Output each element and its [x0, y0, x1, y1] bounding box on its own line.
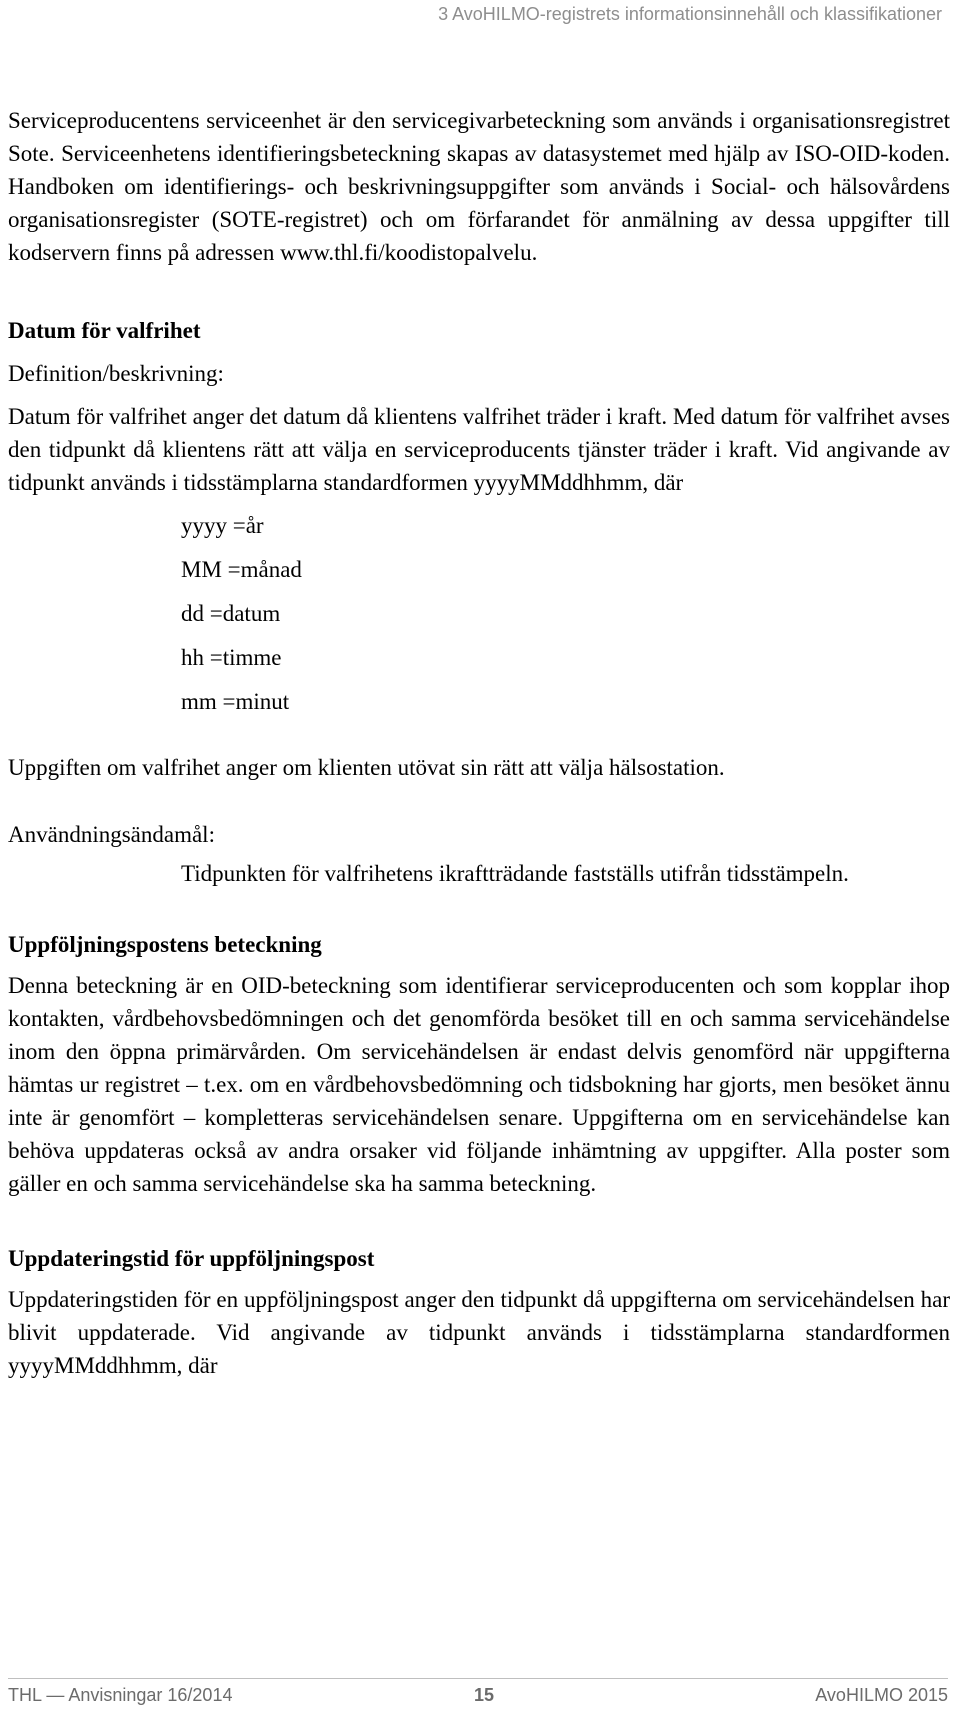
format-item-month: MM =månad — [181, 557, 302, 582]
footer-divider — [8, 1678, 948, 1679]
uppfoljning-text: Denna beteckning är en OID-beteckning som identifierar serviceproducenten och som kopplar ihop kontakten, vårdbehovsbedömningen och det genomförda besöket till en och samma servicehändelse inom den öppna primärvården. Om servicehändelsen är endast delvis genomförd när uppgifterna hämtas ur registret – t.ex. om en vårdbehovsbedömning och tidsbokning har gjorts, men besöket ännu inte är genomfört – kompletteras servicehändelsen senare. Uppgifterna om en servicehändelse kan behöva uppdateras också av andra orsaker vid följande inhämtning av uppgifter. Alla poster som gäller en och samma servicehändelse ska ha samma beteckning. — [8, 973, 950, 1196]
footer-document-title: AvoHILMO 2015 — [815, 1685, 948, 1705]
page-number: 15 — [474, 1685, 495, 1705]
definition-label: Definition/beskrivning: — [8, 361, 224, 386]
section-heading-valfrihet: Datum för valfrihet — [8, 318, 201, 343]
format-item-year: yyyy =år — [181, 513, 264, 538]
uppdatering-text: Uppdateringstiden för en uppföljningspost anger den tidpunkt då uppgifterna om servicehändelsen har blivit uppdaterade. Vid angivande av tidpunkt används i tidsstämplarna standardformen yyyyMMddhhmm, där — [8, 1287, 950, 1378]
intro-paragraph: Serviceproducentens serviceenhet är den servicegivarbeteckning som används i organisationsregistret Sote. Serviceenhetens identifieringsbeteckning skapas av datasystemet med hjälp av ISO-OID-koden. Handboken om identifierings- och beskrivningsuppgifter som används i Social- och hälsovårdens organisationsregister (SOTE-registret) och om förfarandet för anmälning av dessa uppgifter till kodservern finns på adressen www.thl.fi/koodistopalvelu. — [8, 108, 950, 265]
usage-text: Tidpunkten för valfrihetens ikraftträdande fastställs utifrån tidsstämpeln. — [181, 861, 849, 886]
format-item-minute: mm =minut — [181, 689, 290, 714]
footer-publication: THL — Anvisningar 16/2014 — [8, 1685, 233, 1705]
format-item-hour: hh =timme — [181, 645, 282, 670]
format-item-day: dd =datum — [181, 601, 281, 626]
usage-label: Användningsändamål: — [8, 822, 215, 847]
page-content — [8, 104, 950, 1382]
format-list — [181, 509, 950, 718]
section-heading-uppdatering: Uppdateringstid för uppföljningspost — [8, 1246, 375, 1271]
definition-text: Datum för valfrihet anger det datum då klientens valfrihet träder i kraft. Med datum för valfrihet avses den tidpunkt då klientens rätt att välja en serviceproducents tjänster träder i kraft. Vid angivande av tidpunkt används i tidsstämplarna standardformen yyyyMMddhhmm, där — [8, 404, 951, 495]
section-heading-uppfoljning: Uppföljningspostens beteckning — [8, 932, 322, 957]
valfrihet-info: Uppgiften om valfrihet anger om klienten utövat sin rätt att välja hälsostation. — [8, 755, 725, 780]
running-header: 3 AvoHILMO-registrets informationsinnehåll och klassifikationer — [438, 4, 942, 24]
